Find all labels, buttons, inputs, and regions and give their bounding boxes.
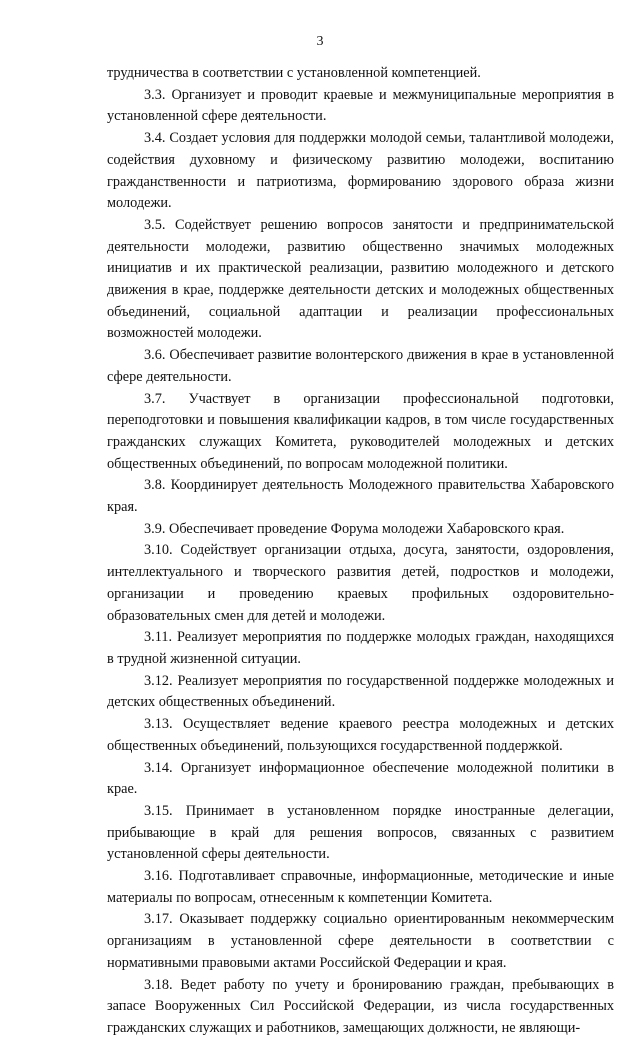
paragraph-3-3: 3.3. Организует и проводит краевые и межмуниципальные мероприятия в установленной сфере деятельности.	[107, 86, 614, 125]
paragraph-3-18: 3.18. Ведет работу по учету и бронированию граждан, пребывающих в запасе Вооруженных Сил Российской Федерации, из числа государственных гражданских служащих и работников, замещающих должности, не являющи-	[107, 976, 614, 1036]
paragraph-3-8: 3.8. Координирует деятельность Молодежного правительства Хабаровского края.	[107, 477, 614, 516]
paragraph-3-11: 3.11. Реализует мероприятия по поддержке молодых граждан, находящихся в трудной жизненной ситуации.	[107, 629, 614, 667]
paragraph-3-7: 3.7. Участвует в организации профессиональной подготовки, переподготовки и повышения квалификации кадров, в том числе государственных гражданских служащих Комитета, руководителей молодежных и детских общественных объединений, по вопросам молодежной политики.	[107, 390, 614, 472]
document-body	[107, 63, 614, 1040]
page-number: 3	[316, 34, 324, 49]
paragraph-3-15: 3.15. Принимает в установленном порядке иностранные делегации, прибывающие в край для решения вопросов, связанных с развитием установленной сферы деятельности.	[107, 802, 614, 863]
paragraph-3-6: 3.6. Обеспечивает развитие волонтерского движения в крае в установленной сфере деятельности.	[107, 347, 614, 385]
paragraph-3-4: 3.4. Создает условия для поддержки молодой семьи, талантливой молодежи, содействия духовному и физическому развитию молодежи, воспитанию гражданственности и патриотизма, формированию здорового образа жизни молодежи.	[107, 130, 614, 212]
paragraph-3-17: 3.17. Оказывает поддержку социально ориентированным некоммерческим организациям в установленной сфере деятельности в соответствии с нормативными правовыми актами Российской Федерации и края.	[107, 911, 614, 971]
paragraph-3-9: 3.9. Обеспечивает проведение Форума молодежи Хабаровского края.	[144, 520, 565, 537]
paragraph-3-16: 3.16. Подготавливает справочные, информационные, методические и иные материалы по вопросам, отнесенным к компетенции Комитета.	[107, 868, 614, 906]
paragraph-3-13: 3.13. Осуществляет ведение краевого реестра молодежных и детских общественных объединений, пользующихся государственной поддержкой.	[107, 716, 614, 754]
paragraph-3-10: 3.10. Содействует организации отдыха, досуга, занятости, оздоровления, интеллектуального и творческого развития детей, подростков и молодежи, организации и проведению краевых профильных оздоровительно-образовательных смен для детей и молодежи.	[107, 542, 614, 624]
paragraph-3-14: 3.14. Организует информационное обеспечение молодежной политики в крае.	[107, 759, 614, 798]
paragraph-3-5: 3.5. Содействует решению вопросов занятости и предпринимательской деятельности молодежи, развитию общественно значимых молодежных инициатив и их практической реализации, развитию молодежного и детского движения в крае, поддержке деятельности детских и молодежных общественных объединений, социальной адаптации и реализации профессиональных возможностей молодежи.	[107, 216, 614, 342]
paragraph-continuation: трудничества в соответствии с установленной компетенцией.	[107, 65, 481, 81]
paragraph-3-12: 3.12. Реализует мероприятия по государственной поддержке молодежных и детских общественных объединений.	[107, 672, 614, 711]
